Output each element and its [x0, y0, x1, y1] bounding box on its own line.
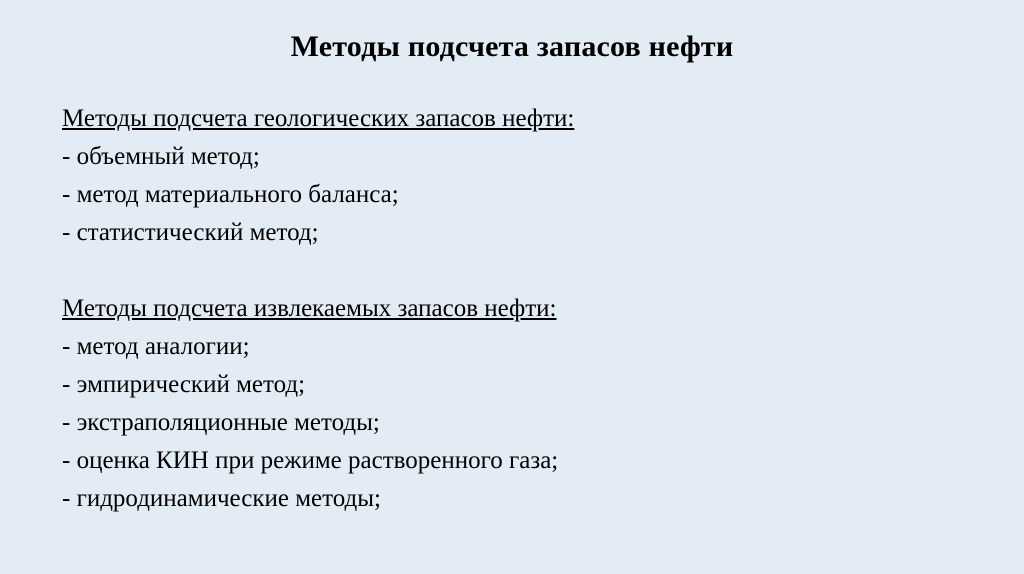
- list-item: - метод материального баланса;: [62, 181, 399, 208]
- list-item: - гидродинамические методы;: [62, 485, 381, 512]
- list-item: - эмпирический метод;: [62, 371, 306, 398]
- slide-content: [62, 100, 962, 518]
- list-item: - объемный метод;: [62, 143, 260, 170]
- page-title: Методы подсчета запасов нефти: [290, 30, 734, 63]
- group-geological-reserves: [62, 100, 962, 252]
- list-item: - экстраполяционные методы;: [62, 409, 380, 436]
- group-spacer: [62, 252, 962, 290]
- list-item: - метод аналогии;: [62, 333, 250, 360]
- list-item: - статистический метод;: [62, 219, 319, 246]
- group-heading: Методы подсчета извлекаемых запасов нефти:: [62, 295, 557, 322]
- list-item: - оценка КИН при режиме растворенного газа;: [62, 447, 559, 474]
- group-recoverable-reserves: [62, 290, 962, 518]
- group-heading: Методы подсчета геологических запасов нефти:: [62, 105, 575, 132]
